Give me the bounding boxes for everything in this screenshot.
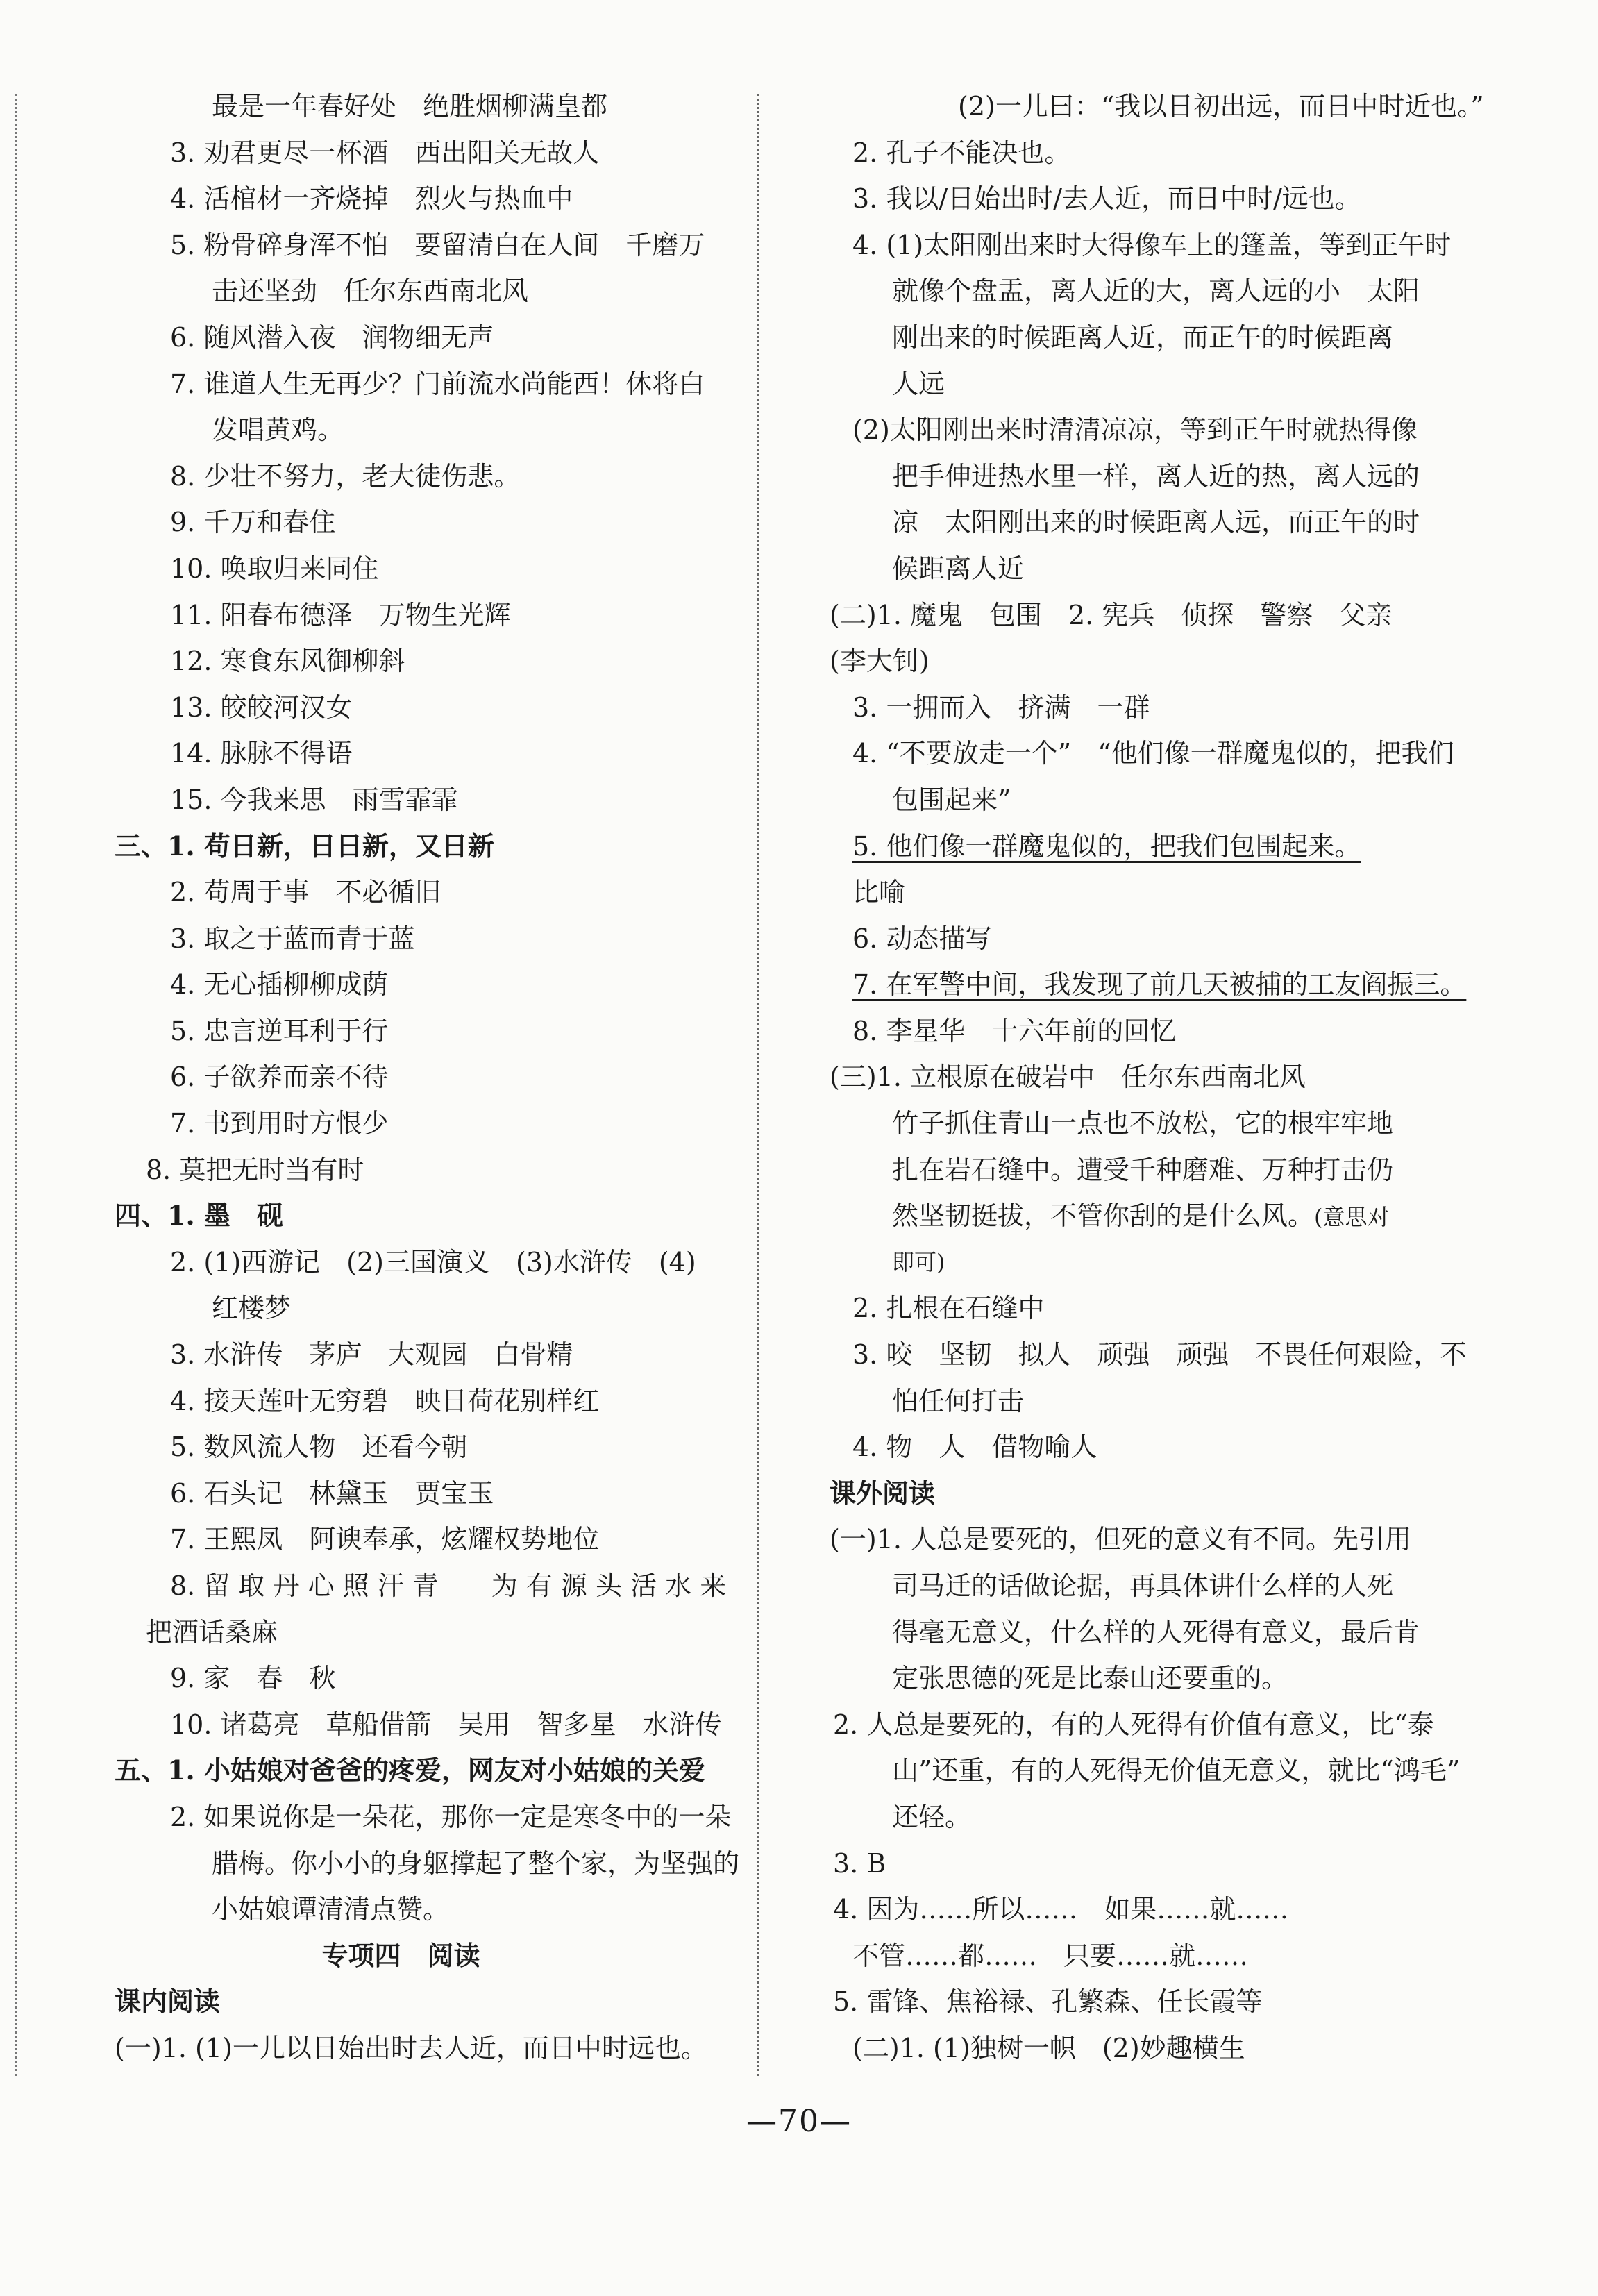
answer-line: 刚出来的时候距离人近，而正午的时候距离 bbox=[892, 321, 1394, 353]
answer-line: 4. 接天莲叶无穷碧 映日荷花别样红 bbox=[170, 1385, 600, 1416]
answer-line bbox=[812, 1193, 1520, 1239]
answer-line: 8. 李星华 十六年前的回忆 bbox=[852, 1015, 1177, 1046]
answer-line: 定张思德的死是比泰山还要重的。 bbox=[892, 1663, 1288, 1694]
answer-line: (2)一儿曰：“我以日初出远，而日中时近也。” bbox=[958, 91, 1484, 121]
answer-line: (三)1. 立根原在破岩中 任尔东西南北风 bbox=[830, 1062, 1306, 1093]
answer-line: 3. 水浒传 茅庐 大观园 白骨精 bbox=[170, 1339, 573, 1371]
answer-line: 击还坚劲 任尔东西南北风 bbox=[212, 276, 529, 307]
answer-line: 包围起来” bbox=[892, 784, 1011, 815]
answer-line: 6. 动态描写 bbox=[852, 923, 992, 954]
answer-line: 3. B bbox=[833, 1847, 886, 1879]
section-heading: 四、1. 墨 砚 bbox=[115, 1200, 283, 1232]
answer-line: 2. 苟周于事 不必循旧 bbox=[170, 877, 441, 908]
answer-line: 就像个盘盂，离人近的大，离人远的小 太阳 bbox=[892, 276, 1420, 307]
section-heading: 三、1. 苟日新，日日新，又日新 bbox=[115, 830, 494, 862]
answer-line: 9. 千万和春住 bbox=[170, 507, 336, 538]
answer-note: 即可) bbox=[892, 1248, 945, 1275]
column-divider bbox=[757, 94, 759, 2076]
answer-line: 小姑娘谭清清点赞。 bbox=[212, 1894, 450, 1925]
answer-line: 4. “不要放走一个” “他们像一群魔鬼似的，把我们 bbox=[852, 738, 1454, 769]
answer-line: 还轻。 bbox=[892, 1801, 972, 1832]
answer-line: 把酒话桑麻 bbox=[146, 1616, 278, 1648]
answer-line: 14. 脉脉不得语 bbox=[170, 738, 353, 769]
section-title: 专项四 阅读 bbox=[321, 1939, 480, 1971]
answer-line: 5. 粉骨碎身浑不怕 要留清白在人间 千磨万 bbox=[170, 229, 705, 260]
answer-note: (意思对 bbox=[1314, 1204, 1390, 1231]
answer-line: 8. 留 取 丹 心 照 汗 青 为 有 源 头 活 水 来 bbox=[170, 1570, 727, 1601]
answer-line: 3. 取之于蓝而青于蓝 bbox=[170, 923, 415, 954]
answer-text: 然坚韧挺拔，不管你刮的是什么风。 bbox=[892, 1200, 1315, 1232]
answer-line: 比喻 bbox=[852, 877, 906, 908]
answer-line: 6. 随风潜入夜 润物细无声 bbox=[170, 321, 494, 353]
answer-line: 3. 我以/日始出时/去人近，而日中时/远也。 bbox=[852, 183, 1361, 215]
answer-line: 4. 物 人 借物喻人 bbox=[852, 1432, 1097, 1463]
answer-line: (一)1. (1)一儿以日始出时去人近，而日中时远也。 bbox=[115, 2032, 707, 2063]
answer-line: 候距离人近 bbox=[892, 553, 1025, 584]
answer-line: 3. 一拥而入 挤满 一群 bbox=[852, 692, 1150, 723]
answer-line: 2. 如果说你是一朵花，那你一定是寒冬中的一朵 bbox=[170, 1801, 732, 1832]
answer-line: 山”还重，有的人死得无价值无意义，就比“鸿毛” bbox=[892, 1755, 1461, 1786]
underlined-answer: 5. 他们像一群魔鬼似的，把我们包围起来。 bbox=[852, 830, 1361, 862]
left-column bbox=[66, 83, 740, 2072]
answer-line: 腊梅。你小小的身躯撑起了整个家，为坚强的 bbox=[212, 1847, 740, 1879]
subsection-title: 课外阅读 bbox=[830, 1477, 936, 1509]
answer-line: 9. 家 春 秋 bbox=[170, 1663, 336, 1694]
answer-line: 7. 王熙凤 阿谀奉承，炫耀权势地位 bbox=[170, 1524, 600, 1555]
answer-line: 7. 书到用时方恨少 bbox=[170, 1108, 389, 1139]
section-heading: 五、1. 小姑娘对爸爸的疼爱，网友对小姑娘的关爱 bbox=[115, 1754, 705, 1786]
answer-line: 7. 谁道人生无再少？门前流水尚能西！休将白 bbox=[170, 368, 705, 399]
answer-line: 8. 莫把无时当有时 bbox=[146, 1154, 364, 1185]
answer-line: 4. 活棺材一齐烧掉 烈火与热血中 bbox=[170, 183, 573, 215]
underlined-answer: 7. 在军警中间，我发现了前几天被捕的工友阎振三。 bbox=[852, 969, 1467, 1000]
answer-line: 不管……都…… 只要……就…… bbox=[852, 1940, 1249, 1971]
answer-line: 15. 今我来思 雨雪霏霏 bbox=[170, 784, 458, 815]
subsection-title: 课内阅读 bbox=[115, 1986, 221, 2018]
answer-line: 2. (1)西游记 (2)三国演义 (3)水浒传 (4) bbox=[170, 1246, 696, 1277]
answer-line: 2. 人总是要死的，有的人死得有价值有意义，比“泰 bbox=[833, 1709, 1434, 1740]
answer-line: 人远 bbox=[892, 368, 945, 399]
answer-line: 司马迁的话做论据，再具体讲什么样的人死 bbox=[892, 1570, 1394, 1601]
page-number: —70— bbox=[746, 2104, 852, 2139]
answer-line: (二)1. 魔鬼 包围 2. 宪兵 侦探 警察 父亲 bbox=[830, 599, 1393, 630]
answer-line: 怕任何打击 bbox=[892, 1385, 1025, 1416]
answer-line: (李大钊) bbox=[830, 646, 930, 677]
answer-line: 5. 数风流人物 还看今朝 bbox=[170, 1432, 468, 1463]
answer-line: 2. 扎根在石缝中 bbox=[852, 1293, 1045, 1324]
answer-line: 5. 雷锋、焦裕禄、孔繁森、任长霞等 bbox=[833, 1986, 1263, 2018]
answer-line: 扎在岩石缝中。遭受千种磨难、万种打击仍 bbox=[892, 1154, 1394, 1185]
answer-line: (一)1. 人总是要死的，但死的意义有不同。先引用 bbox=[830, 1524, 1411, 1555]
answer-line: 红楼梦 bbox=[212, 1293, 292, 1324]
answer-line: (二)1. (1)独树一帜 (2)妙趣横生 bbox=[852, 2032, 1245, 2063]
answer-line: 2. 孔子不能决也。 bbox=[852, 137, 1071, 168]
answer-line: 6. 石头记 林黛玉 贾宝玉 bbox=[170, 1477, 494, 1509]
answer-line: 得毫无意义，什么样的人死得有意义，最后肯 bbox=[892, 1616, 1420, 1648]
answer-line: 3. 咬 坚韧 拟人 顽强 顽强 不畏任何艰险，不 bbox=[852, 1339, 1467, 1371]
answer-line: 10. 诸葛亮 草船借箭 吴用 智多星 水浒传 bbox=[170, 1709, 722, 1740]
answer-line: 把手伸进热水里一样，离人近的热，离人远的 bbox=[892, 460, 1420, 492]
answer-line: 12. 寒食东风御柳斜 bbox=[170, 646, 405, 677]
answer-line: (2)太阳刚出来时清清凉凉，等到正午时就热得像 bbox=[852, 414, 1418, 446]
answer-line: 4. (1)太阳刚出来时大得像车上的篷盖，等到正午时 bbox=[852, 229, 1452, 260]
answer-line: 竹子抓住青山一点也不放松，它的根牢牢地 bbox=[892, 1108, 1394, 1139]
answer-line: 凉 太阳刚出来的时候距离人远，而正午的时 bbox=[892, 507, 1420, 538]
answer-line: 5. 忠言逆耳利于行 bbox=[170, 1015, 389, 1046]
answer-line: 13. 皎皎河汉女 bbox=[170, 692, 353, 723]
left-margin-dotted-line bbox=[15, 94, 17, 2076]
answer-line: 4. 无心插柳柳成荫 bbox=[170, 969, 389, 1000]
answer-line: 8. 少壮不努力，老大徒伤悲。 bbox=[170, 460, 521, 492]
answer-line: 3. 劝君更尽一杯酒 西出阳关无故人 bbox=[170, 137, 600, 168]
answer-line: 最是一年春好处 绝胜烟柳满皇都 bbox=[212, 91, 608, 121]
answer-line: 6. 子欲养而亲不待 bbox=[170, 1062, 389, 1093]
answer-line: 11. 阳春布德泽 万物生光辉 bbox=[170, 599, 511, 630]
answer-line: 4. 因为……所以…… 如果……就…… bbox=[833, 1894, 1289, 1925]
answer-line: 10. 唤取归来同住 bbox=[170, 553, 379, 584]
right-column bbox=[812, 83, 1520, 2072]
answer-line: 发唱黄鸡。 bbox=[212, 414, 344, 446]
